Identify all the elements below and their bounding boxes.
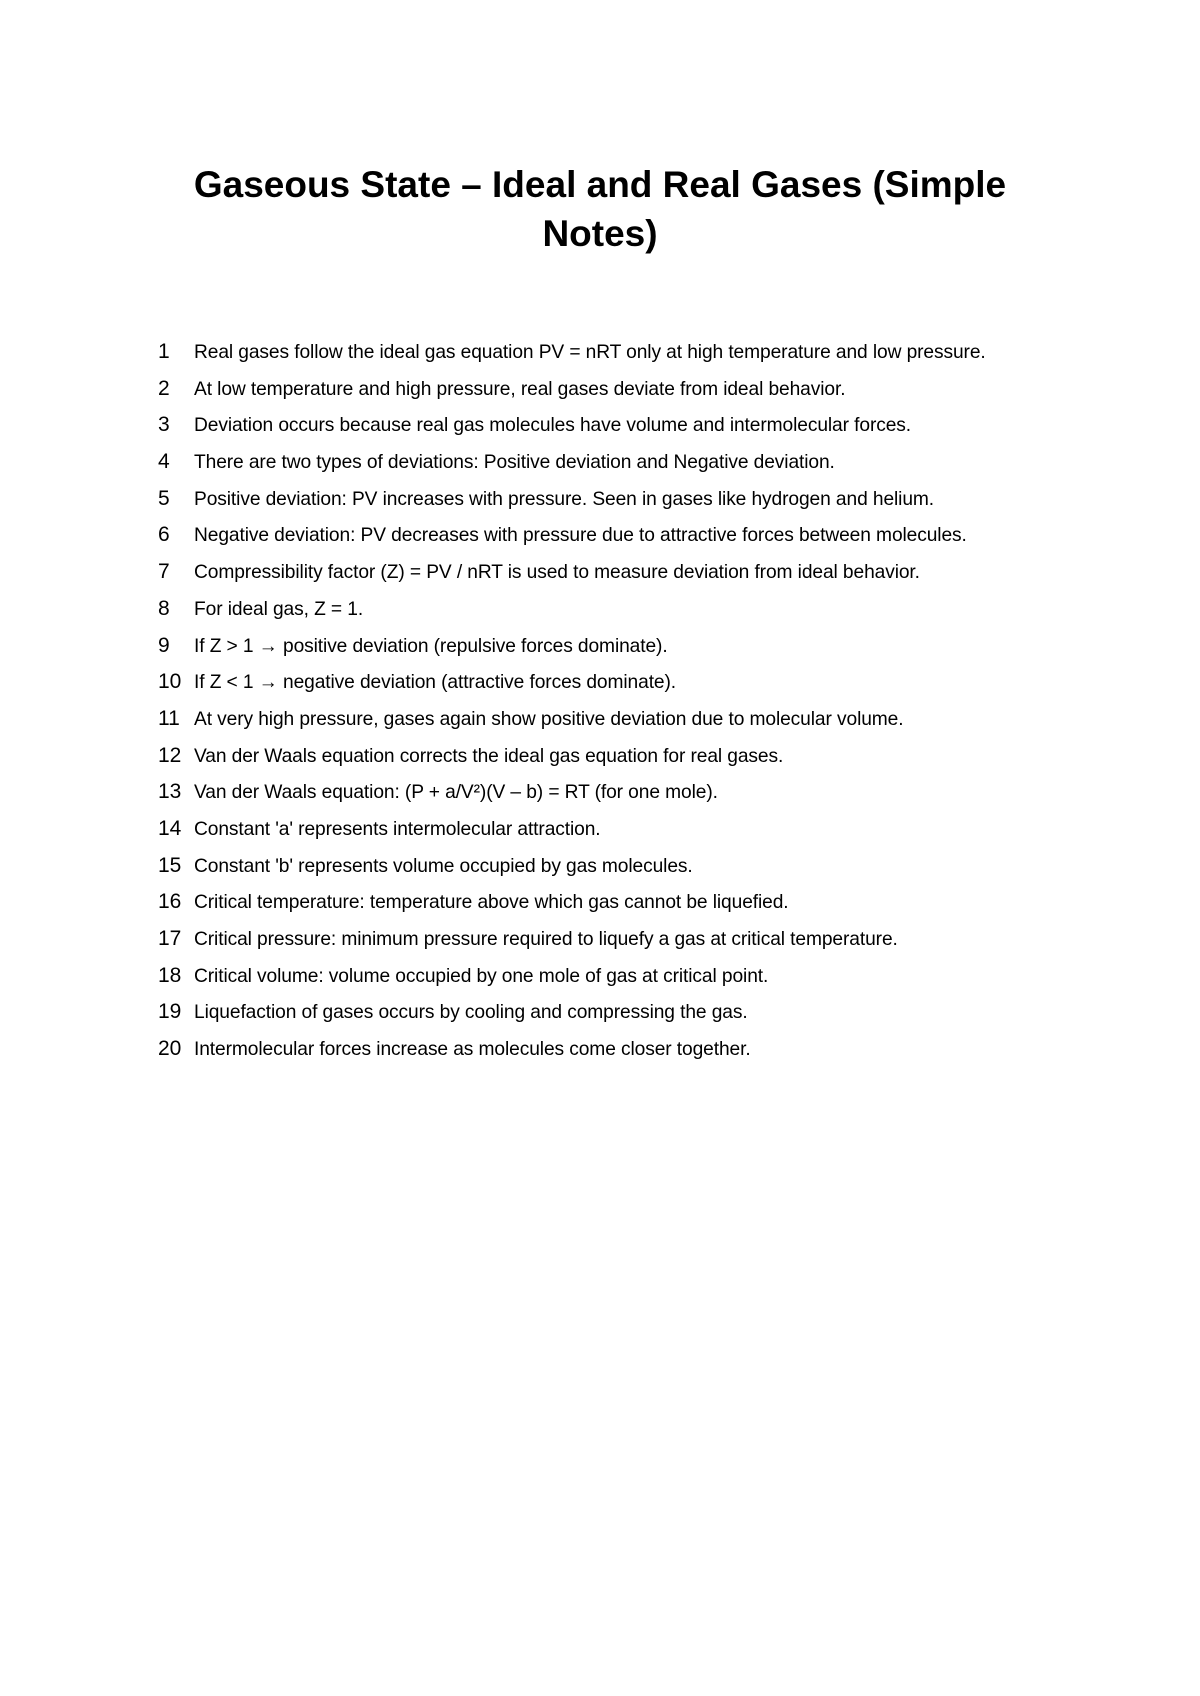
list-item	[158, 964, 986, 1001]
list-item	[158, 707, 986, 744]
list-item	[158, 780, 986, 817]
item-number: 12	[158, 743, 182, 767]
list-item	[158, 560, 986, 597]
list-item	[158, 634, 986, 671]
item-text: Critical temperature: temperature above which gas cannot be liquefied.	[194, 892, 789, 914]
list-item	[158, 744, 986, 781]
item-text: At very high pressure, gases again show positive deviation due to molecular volume.	[194, 708, 904, 730]
item-number: 20	[158, 1037, 182, 1061]
item-text: Negative deviation: PV decreases with pressure due to attractive forces between molecules.	[194, 525, 967, 547]
item-number: 17	[158, 927, 182, 950]
item-number: 15	[158, 853, 182, 877]
item-number: 11	[158, 706, 180, 730]
list-item	[158, 523, 986, 560]
item-number: 8	[158, 596, 170, 620]
item-text: Constant 'b' represents volume occupied by gas molecules.	[194, 855, 693, 877]
list-item	[158, 597, 986, 634]
page-title: Gaseous State – Ideal and Real Gases (Simple Notes)	[193, 164, 1007, 254]
item-number: 1	[158, 340, 170, 363]
list-item	[158, 927, 986, 964]
item-text: At low temperature and high pressure, real gases deviate from ideal behavior.	[194, 378, 846, 400]
item-number: 5	[158, 486, 170, 510]
item-number: 6	[158, 523, 170, 547]
item-text: Van der Waals equation: (P + a/V²)(V – b) = RT (for one mole).	[194, 782, 718, 804]
item-text: Critical volume: volume occupied by one mole of gas at critical point.	[194, 965, 769, 987]
item-number: 2	[158, 376, 170, 400]
item-number: 16	[158, 890, 182, 914]
list-item	[158, 487, 986, 524]
item-text: Constant 'a' represents intermolecular attraction.	[194, 818, 601, 840]
item-number: 19	[158, 1000, 182, 1024]
item-number: 7	[158, 560, 170, 584]
list-item	[158, 817, 986, 854]
item-number: 18	[158, 963, 182, 987]
item-text: Van der Waals equation corrects the ideal gas equation for real gases.	[194, 745, 784, 767]
list-item	[158, 1000, 986, 1037]
item-number: 13	[158, 780, 182, 804]
item-number: 14	[158, 816, 182, 840]
item-number: 4	[158, 450, 170, 474]
list-item	[158, 450, 986, 487]
item-number: 10	[158, 670, 182, 694]
item-text: Compressibility factor (Z) = PV / nRT is used to measure deviation from ideal behavior.	[194, 562, 920, 584]
list-item	[158, 377, 986, 414]
list-item	[158, 413, 986, 450]
item-text: Critical pressure: minimum pressure required to liquefy a gas at critical temperature.	[194, 929, 898, 950]
item-text: Intermolecular forces increase as molecules come closer together.	[194, 1039, 751, 1061]
item-text: Positive deviation: PV increases with pressure. Seen in gases like hydrogen and helium.	[194, 488, 935, 510]
list-item	[158, 854, 986, 891]
list-item	[158, 670, 986, 707]
item-text: Deviation occurs because real gas molecules have volume and intermolecular forces.	[194, 415, 912, 437]
list-item	[158, 340, 986, 377]
list-item	[158, 1037, 986, 1074]
item-text: For ideal gas, Z = 1.	[194, 598, 364, 620]
item-text: There are two types of deviations: Positive deviation and Negative deviation.	[194, 452, 835, 474]
item-text: If Z < 1 → negative deviation (attractive forces dominate).	[194, 672, 677, 694]
item-number: 3	[158, 413, 170, 437]
notes-list	[158, 340, 986, 1074]
item-text: If Z > 1 → positive deviation (repulsive forces dominate).	[194, 635, 668, 657]
item-number: 9	[158, 633, 170, 657]
item-text: Real gases follow the ideal gas equation PV = nRT only at high temperature and low pressure.	[194, 342, 986, 363]
item-text: Liquefaction of gases occurs by cooling and compressing the gas.	[194, 1002, 748, 1024]
list-item	[158, 890, 986, 927]
